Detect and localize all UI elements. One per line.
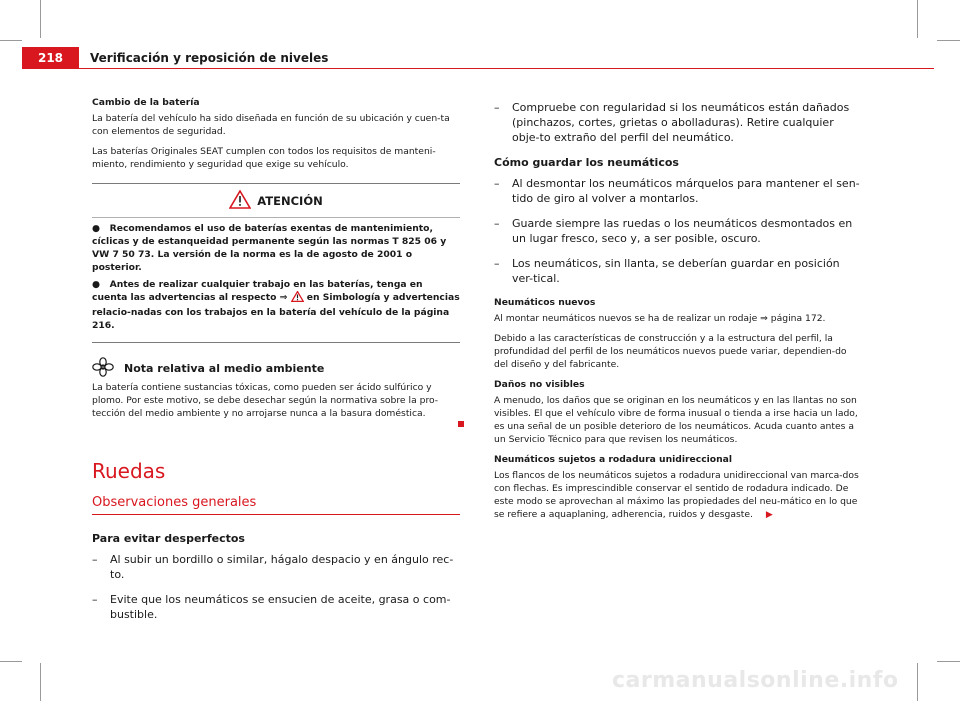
crop-mark bbox=[917, 0, 918, 38]
list-item-text: Los neumáticos, sin llanta, se deberían guardar en posición ver-tical. bbox=[512, 257, 840, 285]
bullet: ● bbox=[92, 223, 101, 234]
continue-arrow-icon: ▶ bbox=[765, 510, 773, 520]
list-item-text: Al desmontar los neumáticos márquelos para mantener el sen-tido de giro al volver a montarlos. bbox=[512, 177, 860, 205]
list-item bbox=[494, 256, 860, 286]
flower-icon bbox=[92, 357, 114, 380]
dash: – bbox=[494, 257, 500, 270]
warning-item-text-after: en Simbología y advertencias relacio-nadas con los trabajos en la batería del vehículo de la página 216. bbox=[92, 292, 460, 331]
list-item bbox=[494, 216, 860, 246]
crop-mark bbox=[917, 663, 918, 701]
crop-mark bbox=[937, 661, 960, 662]
warning-triangle-icon bbox=[229, 190, 251, 213]
directional-paragraph bbox=[494, 469, 860, 522]
dash: – bbox=[494, 177, 500, 190]
dash: – bbox=[92, 593, 98, 606]
left-column bbox=[92, 96, 460, 632]
list-item bbox=[494, 176, 860, 206]
running-header-title: Verificación y reposición de niveles bbox=[90, 51, 329, 65]
list-item bbox=[92, 552, 460, 582]
battery-change-heading: Cambio de la batería bbox=[92, 97, 200, 108]
list-item-text: Guarde siempre las ruedas o los neumáticos desmontados en un lugar fresco, seco y, a ser posible, oscuro. bbox=[512, 217, 853, 245]
store-heading: Cómo guardar los neumáticos bbox=[494, 156, 679, 169]
battery-paragraph-1: La batería del vehículo ha sido diseñada en función de su ubicación y cuen-ta con elementos de seguridad. bbox=[92, 113, 450, 137]
dash: – bbox=[494, 217, 500, 230]
directional-heading: Neumáticos sujetos a rodadura unidireccional bbox=[494, 454, 732, 465]
list-item bbox=[494, 100, 860, 145]
warning-small-triangle-icon bbox=[291, 291, 304, 306]
new-tyres-paragraph-1: Al montar neumáticos nuevos se ha de realizar un rodaje ⇒ página 172. bbox=[494, 313, 826, 324]
warning-item-2 bbox=[92, 278, 460, 332]
env-note-text: La batería contiene sustancias tóxicas, como pueden ser ácido sulfúrico y plomo. Por este motivo, se debe desechar según la normativa sobre la pro-tección del medio ambiente y no arrojarse nunca a la basura doméstica. bbox=[92, 382, 439, 419]
directional-paragraph-text: Los flancos de los neumáticos sujetos a rodadura unidireccional van marca-dos con flechas. Es imprescindible conservar el sentido de rodadura indicado. De este modo se aprovechan al máximo las propiedades del neu-mático en lo que se refiere a aquaplaning, adherencia, ruidos y desgaste. bbox=[494, 470, 859, 520]
crop-mark bbox=[937, 40, 960, 41]
section-title: Observaciones generales bbox=[92, 495, 460, 515]
warning-box bbox=[92, 183, 460, 343]
crop-mark bbox=[0, 661, 22, 662]
hidden-damage-heading: Daños no visibles bbox=[494, 379, 585, 390]
footer-watermark: carmanualsonline.info bbox=[612, 668, 899, 693]
right-column bbox=[494, 100, 860, 529]
header-rule bbox=[22, 68, 934, 69]
env-note-heading bbox=[92, 357, 460, 380]
chapter-title: Ruedas bbox=[92, 459, 166, 483]
warning-item-text: Recomendamos el uso de baterías exentas de mantenimiento, cíclicas y de estanqueidad permanente según las normas T 825 06 y VW 7 50 73. La versión de la norma es la de agosto de 2001 o posterior. bbox=[92, 223, 447, 273]
list-item-text: Evite que los neumáticos se ensucien de aceite, grasa o com-bustible. bbox=[110, 593, 451, 621]
battery-paragraph-2: Las baterías Originales SEAT cumplen con todos los requisitos de manteni-miento, rendimiento y seguridad que exige su vehículo. bbox=[92, 146, 436, 170]
page-number: 218 bbox=[22, 47, 79, 69]
avoid-damage-heading: Para evitar desperfectos bbox=[92, 532, 245, 545]
new-tyres-heading: Neumáticos nuevos bbox=[494, 297, 596, 308]
warning-item-text-before: Antes de realizar cualquier trabajo en las baterías, tenga en cuenta las advertencias al respecto ⇒ bbox=[92, 279, 423, 303]
dash: – bbox=[92, 553, 98, 566]
crop-mark bbox=[40, 0, 41, 38]
env-note-title: Nota relativa al medio ambiente bbox=[124, 362, 325, 375]
list-item-text: Compruebe con regularidad si los neumáticos están dañados (pinchazos, cortes, grietas o abolladuras). Retire cualquier obje-to extraño del perfil del neumático. bbox=[512, 101, 850, 144]
bullet: ● bbox=[92, 279, 101, 290]
section-end-mark bbox=[458, 421, 464, 427]
crop-mark bbox=[40, 663, 41, 701]
dash: – bbox=[494, 101, 500, 114]
warning-item-1 bbox=[92, 222, 460, 274]
crop-mark bbox=[0, 40, 22, 41]
warning-title: ATENCIÓN bbox=[257, 194, 323, 208]
list-item-text: Al subir un bordillo o similar, hágalo despacio y en ángulo rec-to. bbox=[110, 553, 454, 581]
hidden-damage-paragraph: A menudo, los daños que se originan en los neumáticos y en las llantas no son visibles. El que el vehículo vibre de forma inusual o tienda a irse hacia un lado, es una señal de un posible deterioro de los neumáticos. Acuda cuanto antes a un Servicio Técnico para que revisen los neumáticos. bbox=[494, 395, 858, 445]
new-tyres-paragraph-2: Debido a las características de construcción y a la estructura del perfil, la profundidad del perfil de los neumáticos nuevos puede variar, dependien-do del diseño y del fabricante. bbox=[494, 333, 847, 370]
list-item bbox=[92, 592, 460, 622]
warning-title-row bbox=[92, 190, 460, 218]
